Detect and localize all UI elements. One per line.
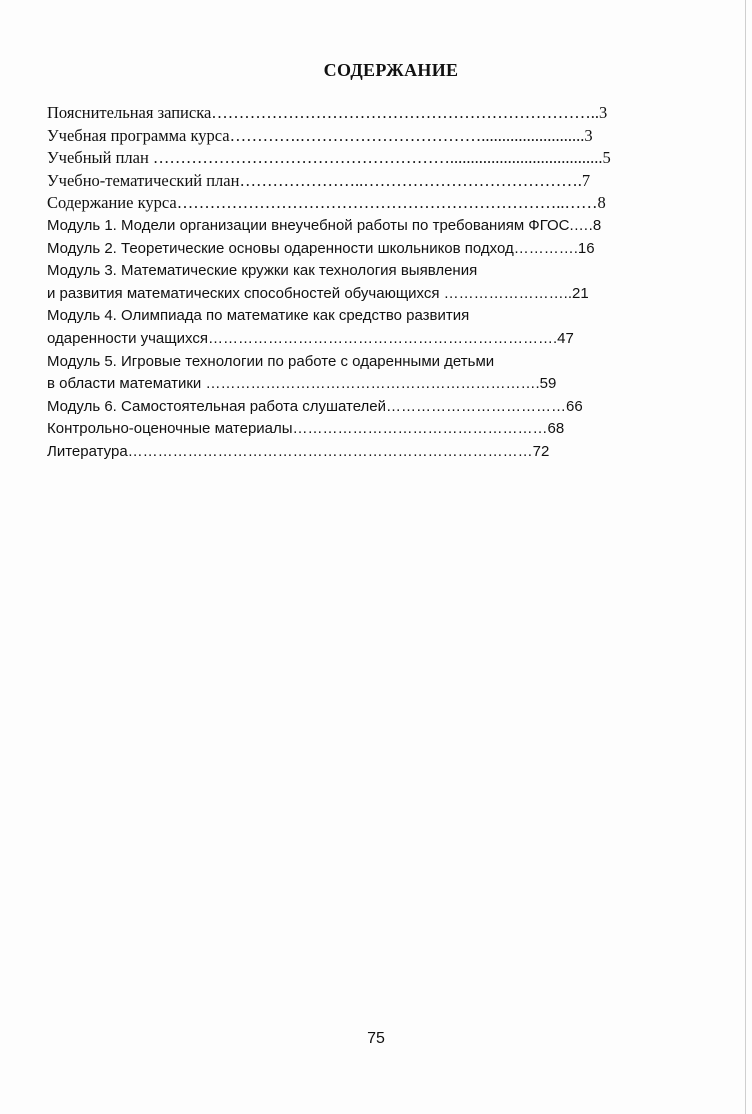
toc-entry-module-3-line-2: и развития математических способностей обучающихся ……………………..21 [47,284,589,302]
toc-entry-assessment-materials: Контрольно-оценочные материалы……………………………………………68 [47,420,565,438]
page-number: 75 [367,1030,385,1047]
toc-entry-literature: Литература………………………………………………………………………72 [47,442,550,460]
toc-entry-module-3-line-1: Модуль 3. Математические кружки как технология выявления [47,262,478,280]
page-edge-line [745,0,746,1114]
page-title: СОДЕРЖАНИЕ [323,60,459,80]
toc-entry-module-5-line-1: Модуль 5. Игровые технологии по работе с одаренными детьми [47,352,495,370]
toc-entry-module-6: Модуль 6. Самостоятельная работа слушателей………………………………66 [47,397,583,415]
table-of-contents [47,102,707,464]
toc-entry-study-plan: Учебный план ……………………………………………….....................................5 [47,148,611,168]
toc-entry-module-5-line-2: в области математики ………………………………………………………….59 [47,375,557,393]
toc-entry-course-program: Учебная программа курса………….…………………………….........................3 [47,125,593,145]
toc-entry-module-4-line-1: Модуль 4. Олимпиада по математике как средство развития [47,307,470,325]
toc-entry-module-1: Модуль 1. Модели организации внеучебной работы по требованиям ФГОС.….8 [47,216,602,234]
toc-entry-module-2: Модуль 2. Теоретические основы одаренности школьников подход………….16 [47,239,595,257]
toc-entry-module-4-line-2: одаренности учащихся…………………………………………………………….47 [47,329,574,347]
toc-entry-course-content: Содержание курса……………………………………………………………..……8 [47,193,606,213]
toc-entry-thematic-plan: Учебно-тематический план…………………..………………………………….7 [47,170,591,190]
toc-entry-explanatory-note: Пояснительная записка……………………………………………………………..3 [47,103,608,122]
